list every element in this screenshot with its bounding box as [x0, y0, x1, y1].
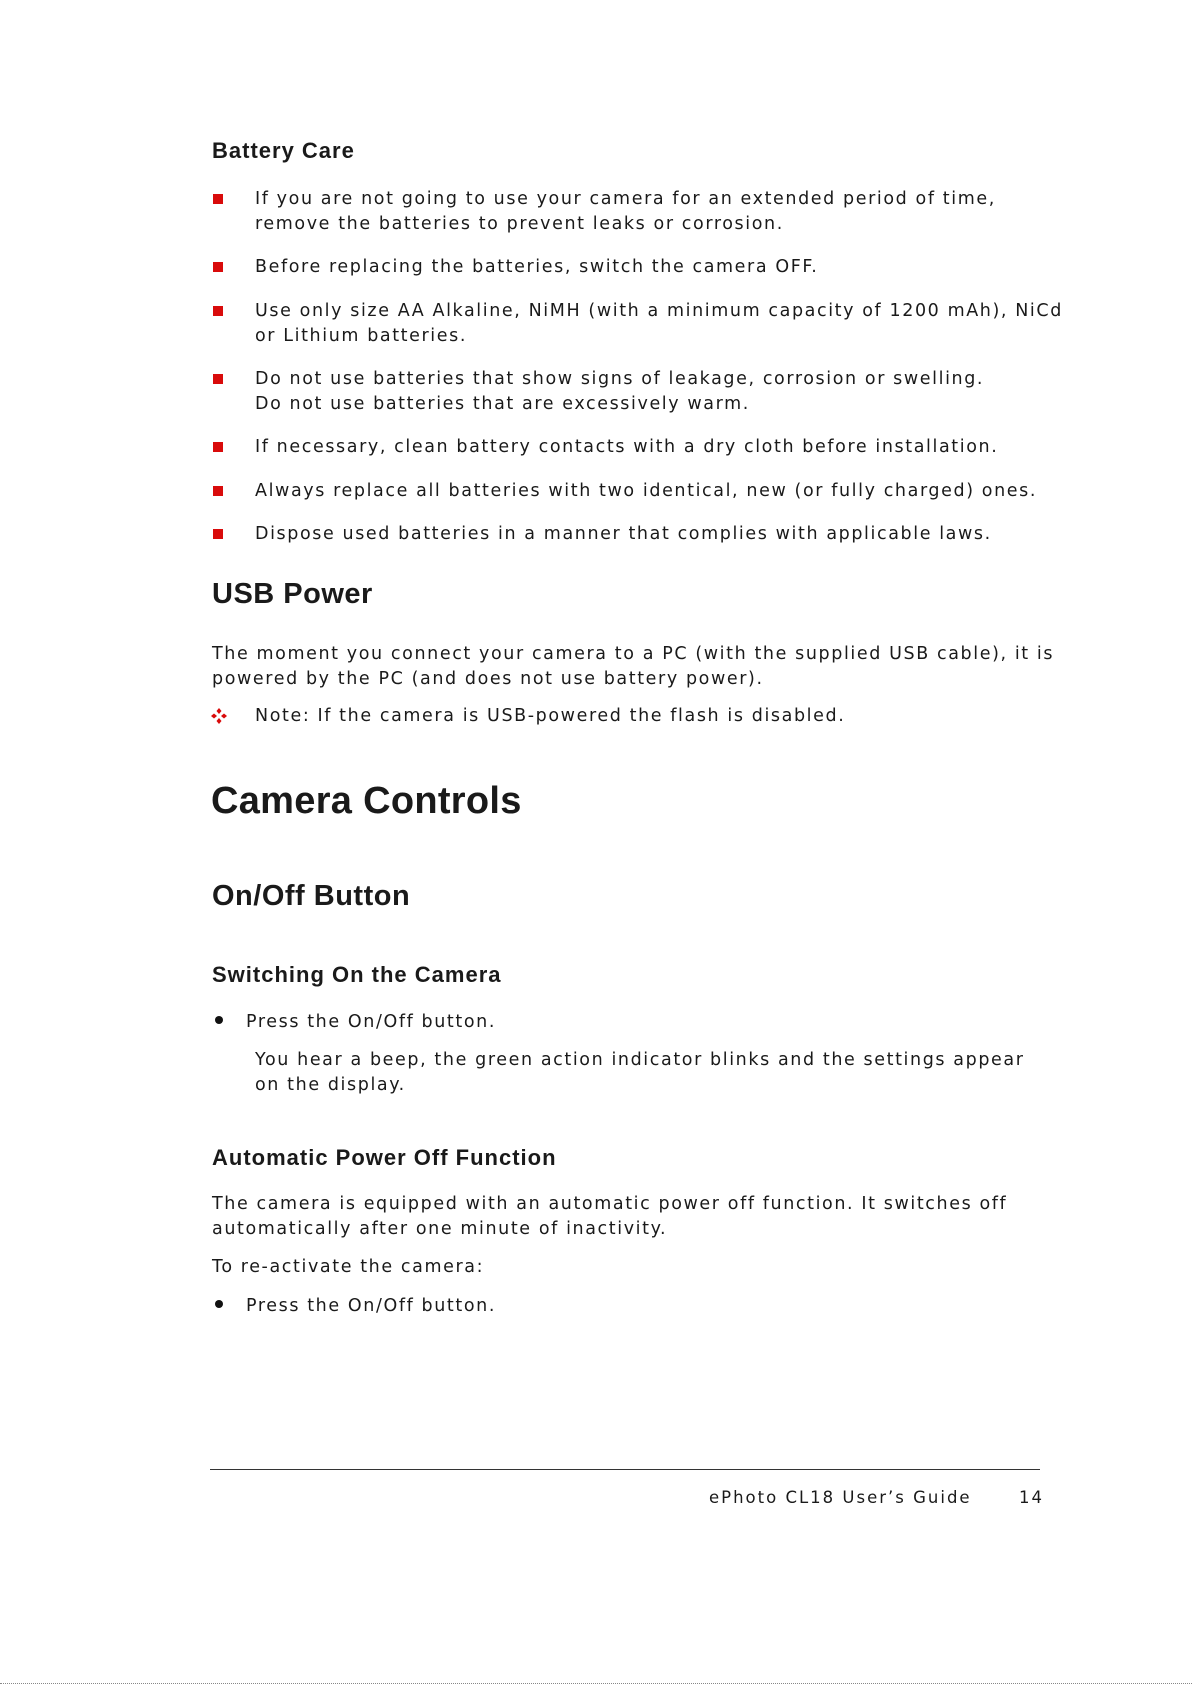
- page-number: 14: [1019, 1488, 1044, 1507]
- list-item: [255, 255, 818, 280]
- usb-power-paragraph: [212, 642, 1054, 692]
- page-edge-divider: [0, 1683, 1192, 1684]
- black-dot-bullet-icon: [215, 1016, 223, 1024]
- paragraph-line: You hear a beep, the green action indicator blinks and the settings appear: [255, 1050, 1025, 1070]
- auto-power-off-paragraph: [212, 1192, 1007, 1242]
- list-item-line: Dispose used batteries in a manner that complies with applicable laws.: [255, 524, 992, 544]
- usb-power-heading: USB Power: [212, 578, 373, 610]
- list-item-line: Always replace all batteries with two identical, new (or fully charged) ones.: [255, 481, 1038, 501]
- list-item: [255, 435, 998, 460]
- switching-on-result: [255, 1048, 1025, 1098]
- camera-controls-heading: Camera Controls: [211, 780, 522, 822]
- battery-care-heading: Battery Care: [212, 138, 355, 163]
- switching-on-heading: Switching On the Camera: [212, 962, 502, 987]
- list-item-line: remove the batteries to prevent leaks or corrosion.: [255, 214, 784, 234]
- list-item-line: Do not use batteries that show signs of leakage, corrosion or swelling.: [255, 369, 985, 389]
- list-item: [255, 479, 1037, 504]
- switching-on-step: Press the On/Off button.: [246, 1012, 497, 1032]
- reactivate-intro: To re-activate the camera:: [212, 1257, 485, 1277]
- black-dot-bullet-icon: [215, 1300, 223, 1308]
- list-item-line: If necessary, clean battery contacts with a dry cloth before installation.: [255, 437, 999, 457]
- list-item: [255, 522, 992, 547]
- paragraph-line: The moment you connect your camera to a PC (with the supplied USB cable), it is: [212, 644, 1055, 664]
- list-item: [255, 367, 984, 417]
- red-square-bullet-icon: [213, 529, 223, 539]
- paragraph-line: powered by the PC (and does not use battery power).: [212, 669, 764, 689]
- paragraph-line: automatically after one minute of inactivity.: [212, 1219, 668, 1239]
- paragraph-line: on the display.: [255, 1075, 406, 1095]
- red-square-bullet-icon: [213, 442, 223, 452]
- four-diamond-note-icon: [211, 708, 227, 724]
- red-square-bullet-icon: [213, 194, 223, 204]
- red-square-bullet-icon: [213, 262, 223, 272]
- on-off-button-heading: On/Off Button: [212, 880, 411, 912]
- red-square-bullet-icon: [213, 306, 223, 316]
- footer-guide-title: ePhoto CL18 User’s Guide: [709, 1488, 972, 1507]
- list-item-line: If you are not going to use your camera for an extended period of time,: [255, 189, 996, 209]
- auto-power-off-heading: Automatic Power Off Function: [212, 1145, 557, 1170]
- paragraph-line: The camera is equipped with an automatic power off function. It switches off: [212, 1194, 1008, 1214]
- usb-note: Note: If the camera is USB-powered the flash is disabled.: [255, 706, 846, 726]
- list-item-line: or Lithium batteries.: [255, 326, 468, 346]
- list-item-line: Use only size AA Alkaline, NiMH (with a minimum capacity of 1200 mAh), NiCd: [255, 301, 1063, 321]
- list-item: [255, 187, 996, 237]
- red-square-bullet-icon: [213, 486, 223, 496]
- reactivate-step: Press the On/Off button.: [246, 1296, 497, 1316]
- footer-rule: [210, 1469, 1040, 1470]
- list-item-line: Before replacing the batteries, switch the camera OFF.: [255, 257, 819, 277]
- list-item-line: Do not use batteries that are excessively warm.: [255, 394, 750, 414]
- red-square-bullet-icon: [213, 374, 223, 384]
- list-item: [255, 299, 1063, 349]
